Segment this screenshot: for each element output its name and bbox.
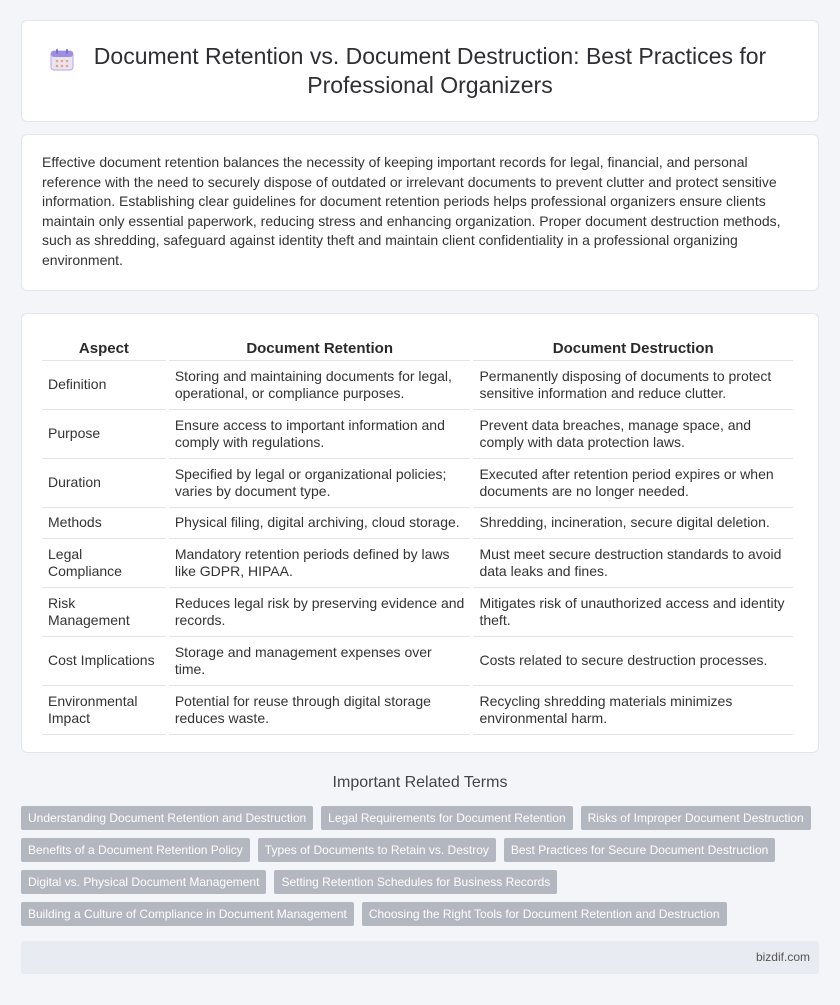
retention-cell: Mandatory retention periods defined by laws like GDPR, HIPAA. bbox=[169, 539, 471, 588]
retention-cell: Storing and maintaining documents for legal, operational, or compliance purposes. bbox=[169, 361, 471, 410]
related-term-tag[interactable]: Types of Documents to Retain vs. Destroy bbox=[258, 838, 496, 862]
related-terms-heading: Important Related Terms bbox=[332, 774, 508, 791]
retention-cell: Storage and management expenses over time. bbox=[169, 637, 471, 686]
table-row bbox=[42, 459, 793, 508]
aspect-cell: Methods bbox=[42, 508, 166, 539]
retention-cell: Physical filing, digital archiving, cloud storage. bbox=[169, 508, 471, 539]
table-row bbox=[42, 637, 793, 686]
destruction-cell: Shredding, incineration, secure digital deletion. bbox=[473, 508, 793, 539]
comparison-table-card bbox=[21, 313, 819, 753]
aspect-cell: Purpose bbox=[42, 410, 166, 459]
retention-cell: Specified by legal or organizational policies; varies by document type. bbox=[169, 459, 471, 508]
aspect-cell: Duration bbox=[42, 459, 166, 508]
retention-cell: Ensure access to important information and comply with regulations. bbox=[169, 410, 471, 459]
related-term-tag[interactable]: Risks of Improper Document Destruction bbox=[581, 806, 811, 830]
header-aspect: Aspect bbox=[42, 333, 166, 361]
related-term-tag[interactable]: Benefits of a Document Retention Policy bbox=[21, 838, 250, 862]
page-title: Document Retention vs. Document Destruction: Best Practices for Professional Organizers bbox=[93, 43, 767, 98]
table-row bbox=[42, 539, 793, 588]
title-card bbox=[21, 20, 819, 122]
table-row bbox=[42, 410, 793, 459]
table-header-row bbox=[42, 333, 793, 361]
related-term-tag[interactable]: Building a Culture of Compliance in Document Management bbox=[21, 902, 354, 926]
related-term-tag[interactable]: Understanding Document Retention and Destruction bbox=[21, 806, 313, 830]
destruction-cell: Costs related to secure destruction processes. bbox=[473, 637, 793, 686]
header-retention: Document Retention bbox=[169, 333, 471, 361]
destruction-cell: Recycling shredding materials minimizes environmental harm. bbox=[473, 686, 793, 735]
aspect-cell: Cost Implications bbox=[42, 637, 166, 686]
destruction-cell: Must meet secure destruction standards to avoid data leaks and fines. bbox=[473, 539, 793, 588]
destruction-cell: Mitigates risk of unauthorized access and identity theft. bbox=[473, 588, 793, 637]
related-term-tag[interactable]: Digital vs. Physical Document Management bbox=[21, 870, 266, 894]
destruction-cell: Prevent data breaches, manage space, and comply with data protection laws. bbox=[473, 410, 793, 459]
table-row bbox=[42, 588, 793, 637]
header-destruction: Document Destruction bbox=[473, 333, 793, 361]
aspect-cell: Legal Compliance bbox=[42, 539, 166, 588]
related-terms-list bbox=[21, 806, 821, 926]
table-row bbox=[42, 686, 793, 735]
destruction-cell: Permanently disposing of documents to protect sensitive information and reduce clutter. bbox=[473, 361, 793, 410]
aspect-cell: Risk Management bbox=[42, 588, 166, 637]
related-term-tag[interactable]: Choosing the Right Tools for Document Retention and Destruction bbox=[362, 902, 727, 926]
related-term-tag[interactable]: Legal Requirements for Document Retention bbox=[321, 806, 572, 830]
intro-card bbox=[21, 134, 819, 291]
destruction-cell: Executed after retention period expires or when documents are no longer needed. bbox=[473, 459, 793, 508]
retention-cell: Reduces legal risk by preserving evidence and records. bbox=[169, 588, 471, 637]
comparison-table bbox=[39, 333, 796, 735]
related-term-tag[interactable]: Setting Retention Schedules for Business Records bbox=[274, 870, 557, 894]
intro-paragraph: Effective document retention balances the necessity of keeping important records for legal, financial, and personal reference with the need to securely dispose of outdated or irrelevant documents to prevent clutter and protect sensitive information. Establishing clear guidelines for document retention periods helps professional organizers ensure clients maintain only essential paperwork, reducing stress and enhancing organization. Proper document destruction methods, such as shredding, safeguard against identity theft and maintain client confidentiality in a professional organizing environment. bbox=[42, 154, 781, 268]
table-row bbox=[42, 508, 793, 539]
table-row bbox=[42, 361, 793, 410]
aspect-cell: Environmental Impact bbox=[42, 686, 166, 735]
related-term-tag[interactable]: Best Practices for Secure Document Destruction bbox=[504, 838, 775, 862]
footer-site-link[interactable]: bizdif.com bbox=[755, 950, 810, 964]
aspect-cell: Definition bbox=[42, 361, 166, 410]
footer bbox=[21, 941, 819, 974]
retention-cell: Potential for reuse through digital storage reduces waste. bbox=[169, 686, 471, 735]
